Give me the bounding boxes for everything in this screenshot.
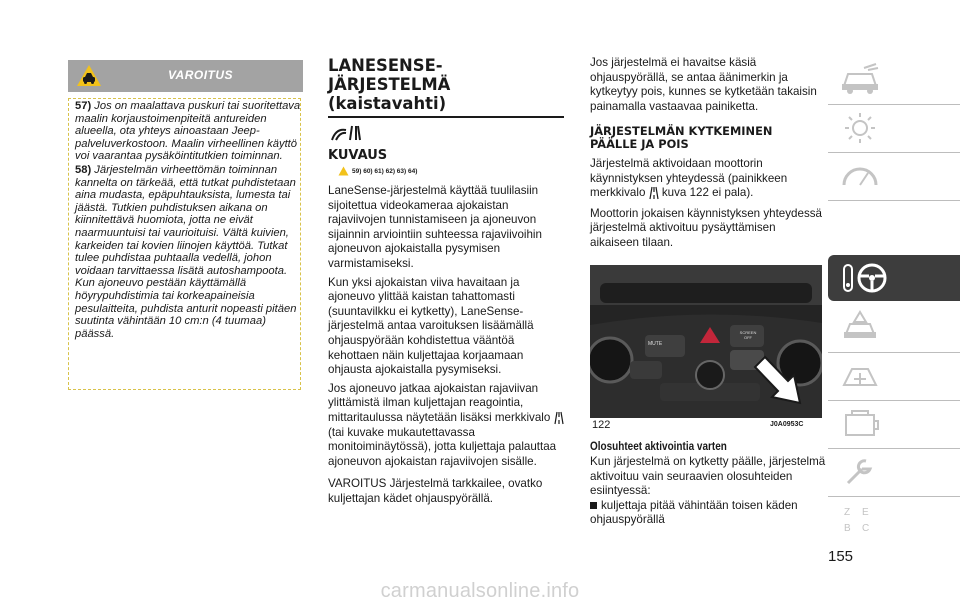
tab-key-steering[interactable] [828, 255, 960, 301]
section-title-line: LANESENSE- [328, 56, 443, 75]
paragraph: Jos järjestelmä ei havaitse käsiä ohjauspyörällä, se antaa äänimerkin ja kytkeytyy pois, kunnes se kytketään takaisin painamalla vastaavaa painiketta. [590, 56, 817, 113]
tab-blank[interactable] [828, 200, 960, 246]
bullet-icon [590, 502, 597, 509]
dashboard-gauge-icon [840, 159, 880, 193]
conditions-text [590, 455, 826, 528]
lane-warning-icon [554, 411, 564, 425]
description-text [328, 184, 564, 511]
activation-text [590, 157, 826, 257]
warning-car-icon [840, 310, 880, 344]
subheading-conditions: Olosuhteet aktivointia varten [590, 440, 727, 453]
warning-references: 59) 60) 61) 62) 63) 64) [352, 168, 418, 175]
paragraph: LaneSense-järjestelmä käyttää tuulilasiin sijoitettua videokameraa ajokaistan rajaviivojen tunnistamiseen ja ajoneuvon sijainnin arviointiin suhteessa rajaviivoihin ajoneuvon ajokaistalla pysymisen varmistamiseksi. [328, 184, 542, 270]
warning-item-text: Jos on maalattava puskuri tai suoritettava maalin korjaustoimenpiteitä antureiden alueella, ota yhteys ainoastaan Jeep-palveluverkostoon. Maalin virheellinen käyttö voi vaarantaa pysäköintitutkien toiminnan. [75, 100, 301, 163]
paragraph [328, 382, 564, 470]
bullet-item [590, 499, 826, 528]
tab-safety[interactable] [828, 304, 960, 350]
key-steering-icon [840, 261, 890, 295]
paragraph-part: Jos ajoneuvo jatkaa ajokaistan rajaviivan ylittämistä ilman kuljettajan reagointia, mittaritaulussa näytetään lisäksi merkkivalo [328, 381, 551, 424]
section-title-line: JÄRJESTELMÄ [328, 75, 451, 94]
tab-service[interactable] [828, 352, 960, 398]
warning-item [75, 100, 301, 163]
section-title [328, 56, 564, 113]
warning-triangle-icon [338, 166, 349, 176]
paragraph [590, 157, 826, 201]
paragraph: Kun yksi ajokaistan viiva havaitaan ja ajoneuvo ylittää kaistan tahattomasti (suuntavilkku ei kytketty), LaneSense-järjestelmä antaa varoituksen lisäämällä ohjauspyörään kohdistettua vääntöä kehottaen näin kuljettajaa korjaamaan ohjausta ajokaistalla pysymiseksi. [328, 275, 534, 377]
paragraph: Kun järjestelmä on kytketty päälle, järjestelmä aktivoituu vain seuraavien olosuhteiden esiintyessä: [590, 455, 826, 498]
subheading-description: KUVAUS [328, 148, 388, 163]
dashboard-illustration [590, 265, 822, 418]
service-icon [840, 359, 880, 393]
figure-number: 122 [592, 419, 611, 431]
title-divider [328, 116, 564, 118]
tab-lights[interactable] [828, 104, 960, 150]
car-overview-icon [840, 62, 880, 96]
engine-icon [840, 407, 880, 441]
watermark: carmanualsonline.info [380, 580, 580, 602]
section-title-line: PÄÄLLE JA POIS [590, 137, 689, 152]
dashboard-photo [590, 265, 822, 418]
lights-sun-icon [840, 111, 880, 145]
tab-index[interactable] [828, 496, 960, 542]
screen-off-button-label: SCREEN OFF [739, 330, 757, 340]
paragraph-part: Järjestelmä aktivoidaan moottorin käynnistyksen yhteydessä (painikkeen merkkivalo [590, 157, 788, 200]
tab-car-overview[interactable] [828, 56, 960, 102]
warning-item [75, 164, 301, 340]
svg-text:B: B [844, 523, 851, 534]
lane-warning-icon [649, 186, 659, 200]
section-title-activation [590, 125, 826, 152]
section-title-line: JÄRJESTELMÄN KYTKEMINEN [590, 124, 773, 138]
warning-text [75, 100, 301, 341]
svg-text:E: E [862, 507, 869, 518]
section-title-line: (kaistavahti) [328, 94, 447, 113]
tab-tools[interactable] [828, 448, 960, 494]
paragraph-part: kuva 122 ei pala). [661, 186, 754, 200]
paragraph: VAROITUS Järjestelmä tarkkailee, ovatko kuljettajan kädet ohjauspyörällä. [328, 477, 543, 505]
page-number: 155 [828, 548, 854, 565]
paragraph-part: (tai kuvake mukautettavassa monitoiminäytössä), jotta kuljettaja palauttaa ajoneuvon ajokaistan rajaviivojen sisälle. [328, 425, 557, 468]
warning-title: VAROITUS [167, 68, 234, 82]
index-letters-icon [840, 503, 880, 537]
warning-item-text: Järjestelmän virheettömän toiminnan kannelta on tärkeää, että tutkat puhdistetaan aina mudasta, epäpuhtauksista, lumesta tai jäästä. Tutkien puhdistuksen aikana on kiinnitettävä huomiota, jotta ne eivät naarmuuntuisi tai vaurioituisi. Vältä kuivien, karkeiden tai kovien liinojen käyttöä. Tutkat tulee puhdistaa puhtaalla vedellä, johon voidaan tarvittaessa lisätä autoshampoota. Kun ajoneuvo pestään käyttämällä höyrypuhdistimia tai korkeapaineisia pesulaitteita, puhdista anturit nopeasti pitäen suutinta vähintään 10 cm:n (4 tuumaa) päässä. [75, 163, 297, 340]
svg-text:C: C [862, 523, 870, 534]
warning-item-number: 58) [75, 163, 92, 176]
tab-engine[interactable] [828, 400, 960, 446]
svg-text:Z: Z [844, 507, 851, 518]
wrench-tools-icon [840, 455, 880, 489]
mute-button-label: MUTE [648, 341, 663, 347]
warning-header [68, 60, 303, 92]
column3-intro [590, 56, 826, 114]
figure-code: J0A0953C [770, 421, 804, 428]
tab-dashboard[interactable] [828, 152, 960, 198]
lanesense-icon [330, 124, 370, 142]
bullet-text: kuljettaja pitää vähintään toisen käden ohjauspyörällä [590, 498, 798, 527]
paragraph: Moottorin jokaisen käynnistyksen yhteydessä järjestelmä aktivoituu pysäyttämisen aikaiseen tilaan. [590, 206, 822, 250]
warning-item-number: 57) [75, 100, 92, 112]
